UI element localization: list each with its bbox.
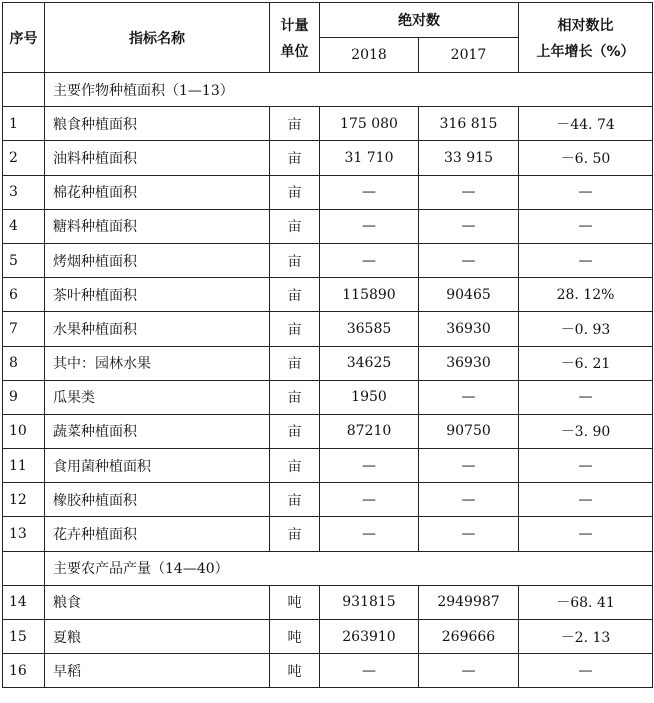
table-row <box>3 654 653 688</box>
row-name: 蔬菜种植面积 <box>45 414 270 448</box>
row-value-2018: — <box>320 654 419 688</box>
row-relative: — <box>519 517 653 551</box>
row-no: 1 <box>3 107 45 141</box>
section-no-cell <box>3 551 45 585</box>
row-value-2017: 36930 <box>419 346 519 380</box>
row-value-2017: — <box>419 175 519 209</box>
row-relative: －6. 50 <box>519 141 653 175</box>
header-unit-line2: 单位 <box>280 43 309 60</box>
header-year-2017: 2017 <box>419 38 519 73</box>
row-value-2018: 36585 <box>320 312 419 346</box>
row-no: 15 <box>3 620 45 654</box>
row-value-2018: — <box>320 449 419 483</box>
row-value-2017: — <box>419 449 519 483</box>
row-unit: 亩 <box>270 107 320 141</box>
table-row <box>3 278 653 312</box>
table-row <box>3 141 653 175</box>
row-no: 14 <box>3 585 45 619</box>
section-no-cell <box>3 73 45 107</box>
table-body <box>3 73 653 688</box>
row-unit: 亩 <box>270 517 320 551</box>
row-value-2018: 931815 <box>320 585 419 619</box>
section-row <box>3 73 653 107</box>
row-no: 12 <box>3 483 45 517</box>
row-unit: 吨 <box>270 654 320 688</box>
section-title: 主要农产品产量（14—40） <box>45 551 653 585</box>
row-value-2018: — <box>320 483 419 517</box>
row-unit: 吨 <box>270 620 320 654</box>
row-unit: 亩 <box>270 312 320 346</box>
row-unit: 亩 <box>270 449 320 483</box>
row-value-2017: — <box>419 243 519 277</box>
row-value-2017: 36930 <box>419 312 519 346</box>
table-row <box>3 449 653 483</box>
row-value-2018: — <box>320 175 419 209</box>
table-row <box>3 585 653 619</box>
row-no: 3 <box>3 175 45 209</box>
row-name: 橡胶种植面积 <box>45 483 270 517</box>
header-unit <box>270 3 320 73</box>
row-relative: — <box>519 380 653 414</box>
row-value-2018: — <box>320 517 419 551</box>
row-value-2018: 34625 <box>320 346 419 380</box>
row-name: 水果种植面积 <box>45 312 270 346</box>
row-value-2018: — <box>320 243 419 277</box>
row-name: 烤烟种植面积 <box>45 243 270 277</box>
table-row <box>3 312 653 346</box>
row-value-2018: 87210 <box>320 414 419 448</box>
row-unit: 亩 <box>270 209 320 243</box>
header-unit-line1: 计量 <box>280 17 309 34</box>
row-unit: 亩 <box>270 483 320 517</box>
row-name: 食用菌种植面积 <box>45 449 270 483</box>
row-name: 粮食种植面积 <box>45 107 270 141</box>
row-value-2017: 90465 <box>419 278 519 312</box>
row-name: 瓜果类 <box>45 380 270 414</box>
table-row <box>3 517 653 551</box>
table-row <box>3 107 653 141</box>
table-row <box>3 209 653 243</box>
row-no: 6 <box>3 278 45 312</box>
row-relative: －6. 21 <box>519 346 653 380</box>
row-unit: 亩 <box>270 175 320 209</box>
row-no: 16 <box>3 654 45 688</box>
row-relative: －3. 90 <box>519 414 653 448</box>
row-relative: — <box>519 654 653 688</box>
row-relative: －2. 13 <box>519 620 653 654</box>
row-value-2018: 115890 <box>320 278 419 312</box>
row-value-2017: 33 915 <box>419 141 519 175</box>
row-unit: 亩 <box>270 346 320 380</box>
row-no: 10 <box>3 414 45 448</box>
row-value-2018: 31 710 <box>320 141 419 175</box>
table-row <box>3 380 653 414</box>
row-name: 花卉种植面积 <box>45 517 270 551</box>
row-relative: — <box>519 483 653 517</box>
header-year-2018: 2018 <box>320 38 419 73</box>
table-row <box>3 175 653 209</box>
row-value-2017: 269666 <box>419 620 519 654</box>
row-no: 9 <box>3 380 45 414</box>
row-value-2017: 316 815 <box>419 107 519 141</box>
row-value-2017: — <box>419 380 519 414</box>
row-name: 棉花种植面积 <box>45 175 270 209</box>
row-value-2018: 263910 <box>320 620 419 654</box>
header-name: 指标名称 <box>45 3 270 73</box>
row-name: 早稻 <box>45 654 270 688</box>
row-relative: －0. 93 <box>519 312 653 346</box>
row-value-2017: — <box>419 483 519 517</box>
row-unit: 亩 <box>270 380 320 414</box>
row-value-2018: 1950 <box>320 380 419 414</box>
row-unit: 亩 <box>270 278 320 312</box>
row-name: 其中：园林水果 <box>45 346 270 380</box>
row-no: 13 <box>3 517 45 551</box>
row-name: 夏粮 <box>45 620 270 654</box>
row-no: 11 <box>3 449 45 483</box>
row-value-2017: 90750 <box>419 414 519 448</box>
row-no: 7 <box>3 312 45 346</box>
row-no: 8 <box>3 346 45 380</box>
header-row-1 <box>3 3 653 38</box>
row-unit: 亩 <box>270 414 320 448</box>
row-value-2017: — <box>419 654 519 688</box>
row-unit: 亩 <box>270 243 320 277</box>
row-name: 粮食 <box>45 585 270 619</box>
section-title: 主要作物种植面积（1—13） <box>45 73 653 107</box>
table-row <box>3 243 653 277</box>
row-name: 茶叶种植面积 <box>45 278 270 312</box>
table-row <box>3 346 653 380</box>
row-relative: －68. 41 <box>519 585 653 619</box>
row-relative: 28. 12% <box>519 278 653 312</box>
header-relative <box>519 3 653 73</box>
row-relative: — <box>519 243 653 277</box>
row-no: 5 <box>3 243 45 277</box>
table-row <box>3 414 653 448</box>
header-relative-line1: 相对数比 <box>557 17 614 34</box>
row-unit: 亩 <box>270 141 320 175</box>
row-no: 2 <box>3 141 45 175</box>
header-no: 序号 <box>3 3 45 73</box>
row-relative: — <box>519 209 653 243</box>
row-name: 糖料种植面积 <box>45 209 270 243</box>
row-value-2017: — <box>419 209 519 243</box>
row-value-2017: 2949987 <box>419 585 519 619</box>
header-absolute: 绝对数 <box>320 3 519 38</box>
header-relative-line2: 上年增长（%） <box>536 43 635 60</box>
row-unit: 吨 <box>270 585 320 619</box>
table-row <box>3 620 653 654</box>
statistics-table <box>2 2 653 688</box>
row-relative: — <box>519 175 653 209</box>
row-value-2017: — <box>419 517 519 551</box>
row-relative: －44. 74 <box>519 107 653 141</box>
section-row <box>3 551 653 585</box>
row-name: 油料种植面积 <box>45 141 270 175</box>
row-value-2018: 175 080 <box>320 107 419 141</box>
table-row <box>3 483 653 517</box>
row-value-2018: — <box>320 209 419 243</box>
row-relative: — <box>519 449 653 483</box>
row-no: 4 <box>3 209 45 243</box>
